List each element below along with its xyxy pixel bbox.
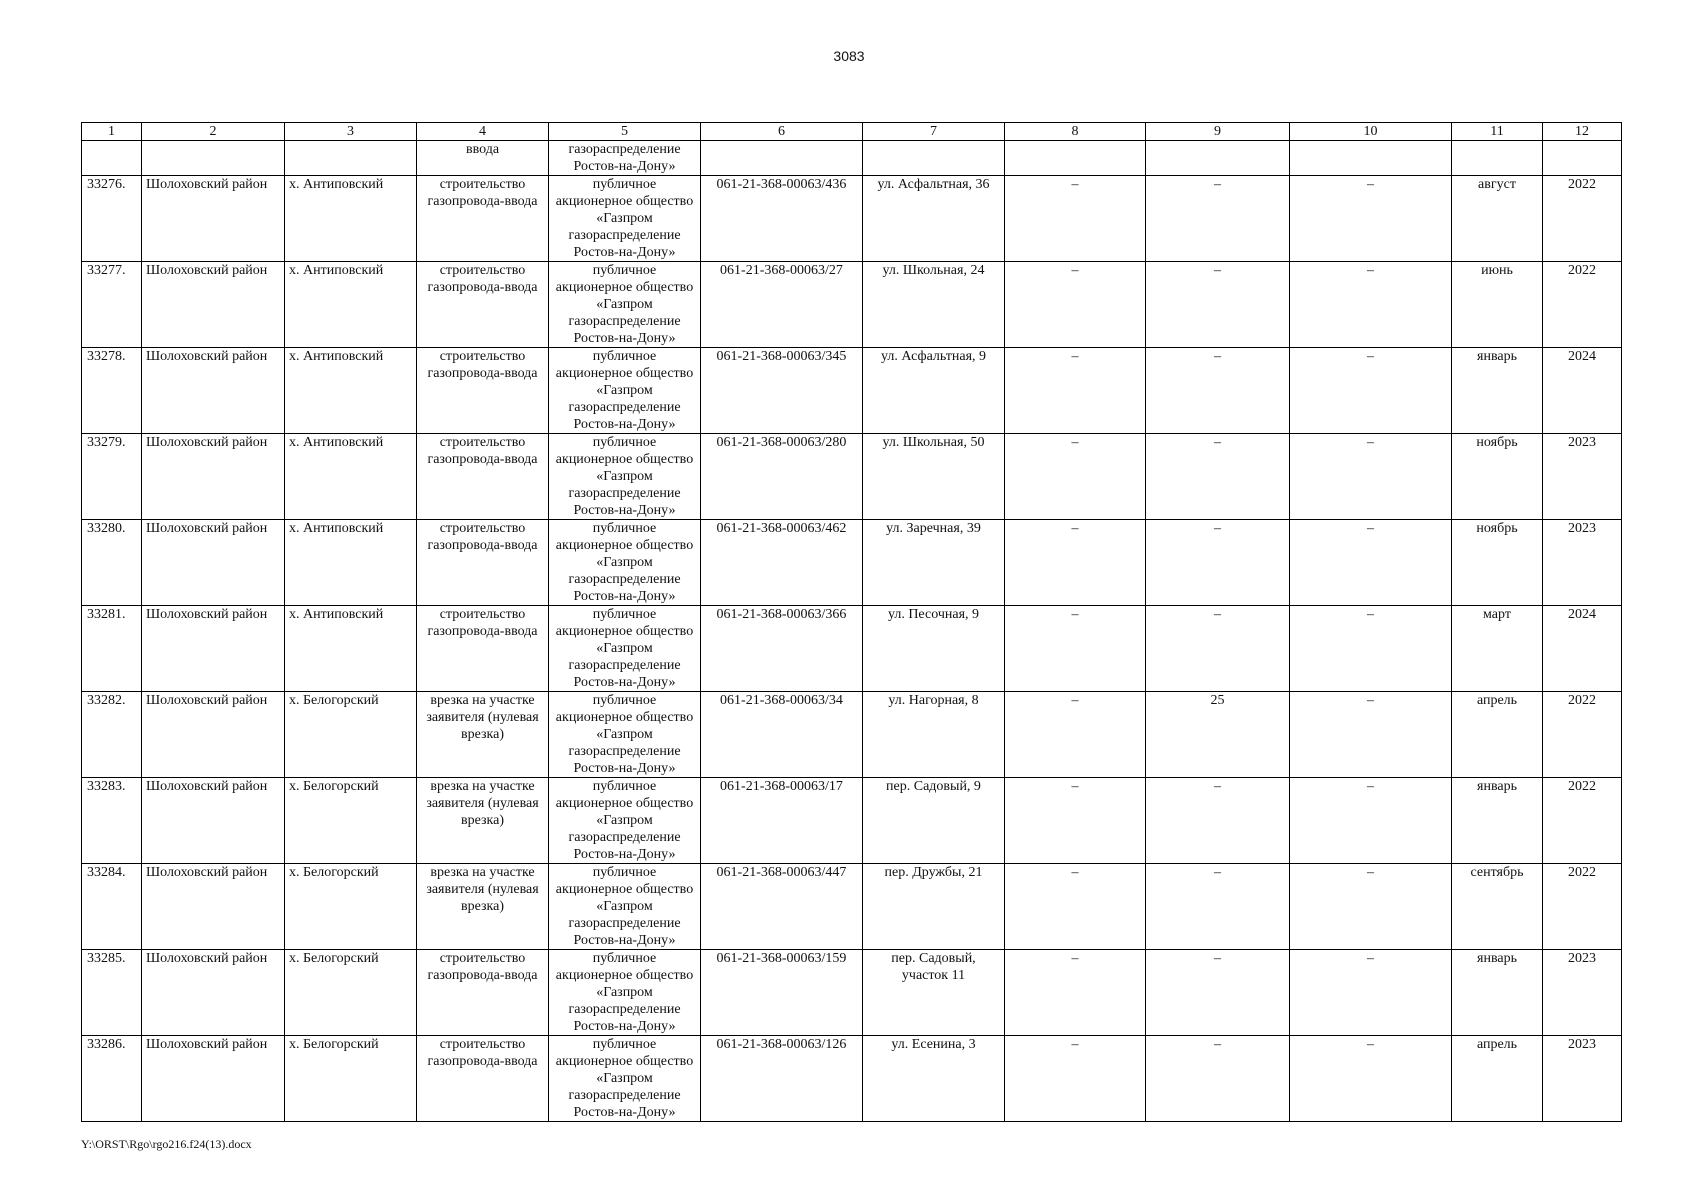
cell-number: 33278.	[82, 348, 142, 434]
cell-col8: –	[1005, 348, 1146, 434]
cell-year: 2022	[1543, 864, 1622, 950]
cell-col8: –	[1005, 606, 1146, 692]
cell-month: апрель	[1452, 1036, 1543, 1122]
cell-year: 2022	[1543, 692, 1622, 778]
cell-col8	[1005, 141, 1146, 176]
cell-col9: –	[1146, 778, 1290, 864]
cell-address: ул. Песочная, 9	[863, 606, 1005, 692]
cell-district: Шолоховский район	[142, 434, 285, 520]
cell-col10: –	[1290, 348, 1452, 434]
cell-col10: –	[1290, 692, 1452, 778]
cell-col10: –	[1290, 606, 1452, 692]
registry-table-container	[81, 122, 1621, 1122]
column-header-1: 1	[82, 123, 142, 141]
cell-number: 33283.	[82, 778, 142, 864]
cell-settlement: х. Антиповский	[285, 606, 417, 692]
cell-code: 061-21-368-00063/345	[701, 348, 863, 434]
cell-col9	[1146, 141, 1290, 176]
cell-district: Шолоховский район	[142, 348, 285, 434]
cell-work: строительство газопровода-ввода	[417, 348, 549, 434]
table-row	[82, 348, 1622, 434]
cell-code: 061-21-368-00063/126	[701, 1036, 863, 1122]
cell-col8: –	[1005, 1036, 1146, 1122]
cell-address	[863, 141, 1005, 176]
cell-col9: –	[1146, 606, 1290, 692]
cell-code: 061-21-368-00063/366	[701, 606, 863, 692]
cell-address: ул. Асфальтная, 36	[863, 176, 1005, 262]
cell-settlement: х. Белогорский	[285, 692, 417, 778]
cell-year: 2022	[1543, 176, 1622, 262]
cell-col8: –	[1005, 262, 1146, 348]
cell-number: 33276.	[82, 176, 142, 262]
cell-work: врезка на участке заявителя (нулевая врезка)	[417, 692, 549, 778]
cell-address: ул. Заречная, 39	[863, 520, 1005, 606]
cell-organization: публичное акционерное общество «Газпром газораспределение Ростов-на-Дону»	[549, 520, 701, 606]
cell-code: 061-21-368-00063/462	[701, 520, 863, 606]
cell-year: 2022	[1543, 778, 1622, 864]
cell-organization: публичное акционерное общество «Газпром газораспределение Ростов-на-Дону»	[549, 176, 701, 262]
cell-settlement: х. Антиповский	[285, 434, 417, 520]
cell-organization: публичное акционерное общество «Газпром газораспределение Ростов-на-Дону»	[549, 434, 701, 520]
table-body	[82, 141, 1622, 1122]
cell-address: пер. Садовый, 9	[863, 778, 1005, 864]
cell-organization: публичное акционерное общество «Газпром газораспределение Ростов-на-Дону»	[549, 950, 701, 1036]
cell-col9: –	[1146, 348, 1290, 434]
cell-year: 2023	[1543, 1036, 1622, 1122]
cell-organization: публичное акционерное общество «Газпром газораспределение Ростов-на-Дону»	[549, 778, 701, 864]
cell-settlement: х. Белогорский	[285, 864, 417, 950]
cell-number	[82, 141, 142, 176]
cell-district: Шолоховский район	[142, 692, 285, 778]
table-row	[82, 520, 1622, 606]
table-row	[82, 778, 1622, 864]
cell-code: 061-21-368-00063/159	[701, 950, 863, 1036]
cell-col9: –	[1146, 176, 1290, 262]
table-row	[82, 864, 1622, 950]
cell-work: врезка на участке заявителя (нулевая врезка)	[417, 778, 549, 864]
column-header-4: 4	[417, 123, 549, 141]
column-header-10: 10	[1290, 123, 1452, 141]
cell-number: 33285.	[82, 950, 142, 1036]
cell-code: 061-21-368-00063/447	[701, 864, 863, 950]
table-row	[82, 262, 1622, 348]
column-header-6: 6	[701, 123, 863, 141]
column-header-8: 8	[1005, 123, 1146, 141]
cell-col8: –	[1005, 950, 1146, 1036]
cell-col10: –	[1290, 950, 1452, 1036]
cell-settlement: х. Антиповский	[285, 520, 417, 606]
cell-settlement: х. Белогорский	[285, 778, 417, 864]
cell-col10: –	[1290, 864, 1452, 950]
cell-work: строительство газопровода-ввода	[417, 606, 549, 692]
column-header-2: 2	[142, 123, 285, 141]
cell-col9: –	[1146, 1036, 1290, 1122]
cell-col9: –	[1146, 520, 1290, 606]
cell-district: Шолоховский район	[142, 520, 285, 606]
table-row	[82, 176, 1622, 262]
cell-district: Шолоховский район	[142, 1036, 285, 1122]
cell-work: ввода	[417, 141, 549, 176]
table-row	[82, 434, 1622, 520]
cell-organization: публичное акционерное общество «Газпром газораспределение Ростов-на-Дону»	[549, 606, 701, 692]
cell-organization: публичное акционерное общество «Газпром газораспределение Ростов-на-Дону»	[549, 692, 701, 778]
cell-code: 061-21-368-00063/436	[701, 176, 863, 262]
page-number: 3083	[833, 48, 865, 64]
column-header-7: 7	[863, 123, 1005, 141]
cell-code: 061-21-368-00063/34	[701, 692, 863, 778]
cell-address: ул. Школьная, 50	[863, 434, 1005, 520]
cell-month: ноябрь	[1452, 434, 1543, 520]
cell-work: строительство газопровода-ввода	[417, 176, 549, 262]
cell-month: январь	[1452, 348, 1543, 434]
cell-settlement: х. Антиповский	[285, 348, 417, 434]
cell-col8: –	[1005, 778, 1146, 864]
cell-number: 33280.	[82, 520, 142, 606]
cell-district: Шолоховский район	[142, 176, 285, 262]
cell-work: врезка на участке заявителя (нулевая врезка)	[417, 864, 549, 950]
cell-month: январь	[1452, 778, 1543, 864]
cell-address: ул. Нагорная, 8	[863, 692, 1005, 778]
cell-col9: –	[1146, 434, 1290, 520]
cell-col8: –	[1005, 176, 1146, 262]
cell-work: строительство газопровода-ввода	[417, 262, 549, 348]
continued-row	[82, 141, 1622, 176]
cell-col8: –	[1005, 692, 1146, 778]
cell-work: строительство газопровода-ввода	[417, 434, 549, 520]
cell-organization: публичное акционерное общество «Газпром газораспределение Ростов-на-Дону»	[549, 864, 701, 950]
cell-organization: публичное акционерное общество «Газпром газораспределение Ростов-на-Дону»	[549, 262, 701, 348]
cell-address: ул. Школьная, 24	[863, 262, 1005, 348]
cell-work: строительство газопровода-ввода	[417, 950, 549, 1036]
cell-settlement: х. Белогорский	[285, 950, 417, 1036]
cell-district: Шолоховский район	[142, 778, 285, 864]
cell-address: ул. Асфальтная, 9	[863, 348, 1005, 434]
cell-col8: –	[1005, 864, 1146, 950]
document-path-footer: Y:\ORST\Rgo\rgo216.f24(13).docx	[81, 1137, 252, 1151]
cell-organization: публичное акционерное общество «Газпром газораспределение Ростов-на-Дону»	[549, 1036, 701, 1122]
column-header-5: 5	[549, 123, 701, 141]
cell-code: 061-21-368-00063/280	[701, 434, 863, 520]
cell-year: 2022	[1543, 262, 1622, 348]
column-header-11: 11	[1452, 123, 1543, 141]
cell-col10: –	[1290, 176, 1452, 262]
cell-organization: газораспределение Ростов-на-Дону»	[549, 141, 701, 176]
cell-district: Шолоховский район	[142, 950, 285, 1036]
cell-month: август	[1452, 176, 1543, 262]
cell-work: строительство газопровода-ввода	[417, 520, 549, 606]
cell-month: март	[1452, 606, 1543, 692]
cell-address: пер. Дружбы, 21	[863, 864, 1005, 950]
cell-month: июнь	[1452, 262, 1543, 348]
cell-district	[142, 141, 285, 176]
cell-month: ноябрь	[1452, 520, 1543, 606]
cell-year: 2024	[1543, 606, 1622, 692]
table-row	[82, 692, 1622, 778]
cell-settlement: х. Антиповский	[285, 176, 417, 262]
registry-table	[81, 122, 1622, 1122]
cell-col8: –	[1005, 434, 1146, 520]
cell-settlement: х. Антиповский	[285, 262, 417, 348]
cell-number: 33279.	[82, 434, 142, 520]
cell-col10	[1290, 141, 1452, 176]
cell-settlement: х. Белогорский	[285, 1036, 417, 1122]
cell-month	[1452, 141, 1543, 176]
cell-district: Шолоховский район	[142, 262, 285, 348]
cell-number: 33286.	[82, 1036, 142, 1122]
cell-col8: –	[1005, 520, 1146, 606]
cell-number: 33277.	[82, 262, 142, 348]
column-header-3: 3	[285, 123, 417, 141]
table-row	[82, 950, 1622, 1036]
cell-organization: публичное акционерное общество «Газпром газораспределение Ростов-на-Дону»	[549, 348, 701, 434]
cell-col9: –	[1146, 864, 1290, 950]
cell-code: 061-21-368-00063/27	[701, 262, 863, 348]
cell-work: строительство газопровода-ввода	[417, 1036, 549, 1122]
cell-col10: –	[1290, 262, 1452, 348]
table-row	[82, 1036, 1622, 1122]
cell-district: Шолоховский район	[142, 864, 285, 950]
cell-col10: –	[1290, 434, 1452, 520]
cell-col10: –	[1290, 778, 1452, 864]
cell-address: ул. Есенина, 3	[863, 1036, 1005, 1122]
cell-settlement	[285, 141, 417, 176]
cell-month: сентябрь	[1452, 864, 1543, 950]
cell-month: апрель	[1452, 692, 1543, 778]
cell-code	[701, 141, 863, 176]
cell-district: Шолоховский район	[142, 606, 285, 692]
cell-year: 2023	[1543, 434, 1622, 520]
cell-year: 2023	[1543, 950, 1622, 1036]
cell-month: январь	[1452, 950, 1543, 1036]
cell-number: 33282.	[82, 692, 142, 778]
cell-address: пер. Садовый, участок 11	[863, 950, 1005, 1036]
cell-col9: –	[1146, 950, 1290, 1036]
column-header-12: 12	[1543, 123, 1622, 141]
cell-col10: –	[1290, 520, 1452, 606]
cell-number: 33284.	[82, 864, 142, 950]
table-row	[82, 606, 1622, 692]
cell-code: 061-21-368-00063/17	[701, 778, 863, 864]
column-number-row	[82, 123, 1622, 141]
cell-year: 2024	[1543, 348, 1622, 434]
column-header-9: 9	[1146, 123, 1290, 141]
cell-col9: –	[1146, 262, 1290, 348]
cell-col10: –	[1290, 1036, 1452, 1122]
cell-number: 33281.	[82, 606, 142, 692]
cell-year	[1543, 141, 1622, 176]
cell-year: 2023	[1543, 520, 1622, 606]
cell-col9: 25	[1146, 692, 1290, 778]
